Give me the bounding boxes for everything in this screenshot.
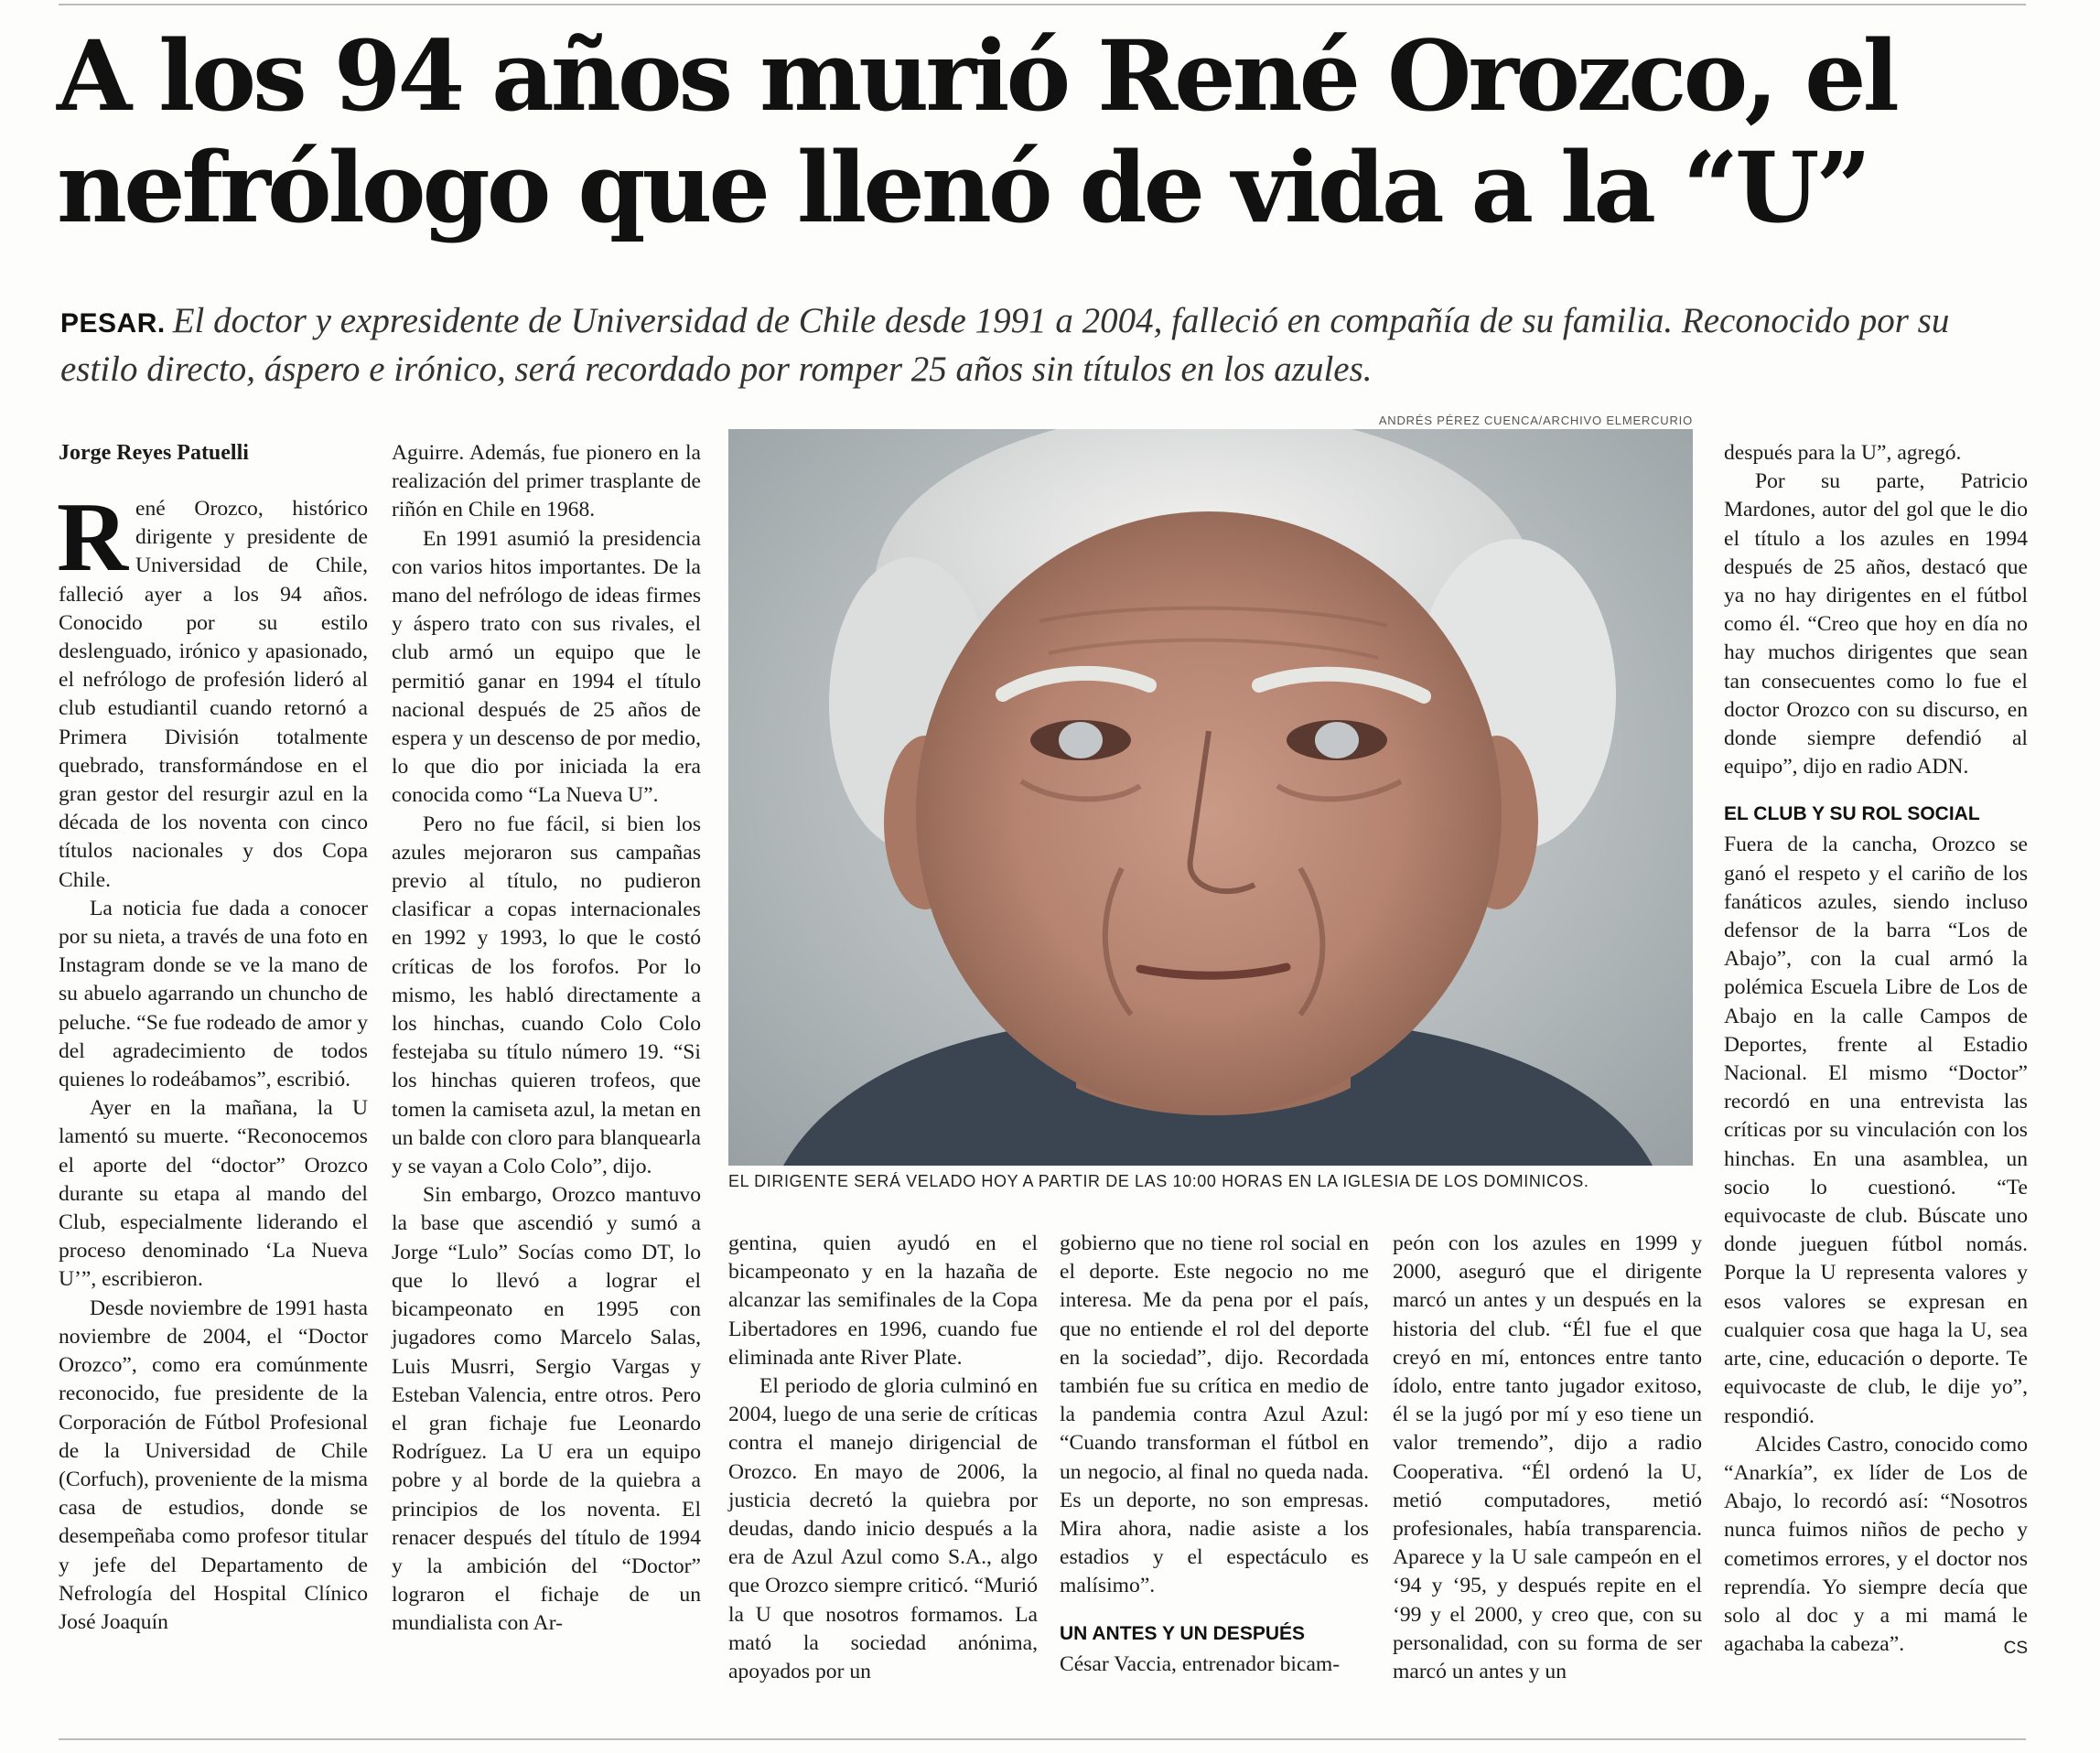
dropcap: R: [57, 483, 128, 592]
paragraph: [1724, 1431, 2028, 1660]
paragraph: César Vaccia, entrenador bicam-: [1060, 1651, 1341, 1676]
paragraph: El periodo de gloria culminó en 2004, luego de una serie de críticas contra el manejo dirigencial de Orozco. En mayo de 2006, la justicia decretó la quiebra por deudas, dando inicio después a la era de Azul Azul como S.A., algo que Orozco siempre criticó. “Murió la U que nosotros formamos. La mató la sociedad anónima, apoyados por un: [728, 1374, 1038, 1684]
top-rule: [59, 4, 2026, 5]
paragraph: En 1991 asumió la presidencia con varios hitos importantes. De la mano del nefrólogo de ideas firmes y áspero trato con sus rivales, el club armó un equipo que le permitió ganar en 1994 el título nacional después de 25 años de espera y un descenso de por medio, lo que dio por iniciada la era conocida como “La Nueva U”.: [392, 526, 701, 808]
column-6: [1724, 439, 2028, 1662]
byline: Jorge Reyes Patuelli: [59, 441, 249, 465]
bottom-rule: [59, 1738, 2026, 1740]
subhead: UN ANTES Y UN DESPUÉS: [1060, 1622, 1306, 1644]
photo-credit: ANDRÉS PÉREZ CUENCA/ARCHIVO ELMERCURIO: [1378, 414, 1693, 427]
photo-caption: EL DIRIGENTE SERÁ VELADO HOY A PARTIR DE LAS 10:00 HORAS EN LA IGLESIA DE LOS DOMINICOS.: [728, 1172, 1589, 1190]
paragraph: gentina, quien ayudó en el bicampeonato y en la hazaña de alcanzar las semifinales de la Copa Libertadores en 1996, cuando fue eliminada ante River Plate.: [728, 1231, 1038, 1370]
column-4: [1060, 1230, 1369, 1679]
column-2: [392, 439, 701, 1639]
paragraph-text: Alcides Castro, conocido como “Anarkía”, ex líder de Los de Abajo, lo recordó así: “Nosotros nunca fuimos niños de pecho y cometimos errores, y el doctor nos reprendía. Yo siempre decía que solo al doc y a mi mamá le agachaba la cabeza”.: [1724, 1432, 2028, 1657]
headline: A los 94 años murió René Orozco, el nefrólogo que llenó de vida a la “U”: [57, 18, 1896, 244]
paragraph: después para la U”, agregó.: [1724, 441, 1962, 465]
end-mark: CS: [2003, 1639, 2028, 1659]
subhead: EL CLUB Y SU ROL SOCIAL: [1724, 803, 1980, 825]
paragraph-text: ené Orozco, histórico dirigente y presidente de Universidad de Chile, falleció ayer a los 94 años. Conocido por su estilo deslenguado, irónico y apasionado, el nefrólogo de profesión lideró al club estudiantil cuando retornó a Primera División totalmente quebrado, transformándose en el gran gestor del resurgir azul en la década de los noventa con cinco títulos nacionales y dos Copa Chile.: [59, 497, 368, 892]
kicker: PESAR.: [60, 308, 166, 339]
paragraph: Pero no fue fácil, si bien los azules mejoraron sus campañas previo al título, no pudieron clasificar a copas internacionales en 1992 y 1993, lo que le costó críticas de los forofos. Por lo mismo, les habló directamente a los hinchas, cuando Colo Colo festejaba su título número 19. “Si los hinchas quieren trofeos, que tomen la camiseta azul, la metan en un balde con cloro para blanquearla y se vayan a Colo Colo”, dijo.: [392, 812, 701, 1179]
deck-text: El doctor y expresidente de Universidad de Chile desde 1991 a 2004, falleció en compañía de su familia. Reconocido por su estilo directo, áspero e irónico, será recordado por romper 25 años sin títulos en los azules.: [60, 301, 1950, 389]
paragraph: Sin embargo, Orozco mantuvo la base que ascendió y sumó a Jorge “Lulo” Socías como DT, lo que lo llevó a lograr el bicampeonato en 1995 con jugadores como Marcelo Salas, Luis Musrri, Sergio Vargas y Esteban Valencia, entre otros. Pero el gran fichaje fue Leonardo Rodríguez. La U era un equipo pobre y al borde de la quiebra a principios de los noventa. El renacer después del título de 1994 y la ambición del “Doctor” lograron el fichaje de un mundialista con Ar-: [392, 1183, 701, 1636]
paragraph: Desde noviembre de 1991 hasta noviembre de 2004, el “Doctor Orozco”, como era comúnmente reconocido, fue presidente de la Corporación de Fútbol Profesional de la Universidad de Chile (Corfuch), proveniente de la misma casa de estudios, donde se desempeñaba como profesor titular y jefe del Departamento de Nefrología del Hospital Clínico José Joaquín: [59, 1296, 368, 1634]
column-5: [1393, 1230, 1702, 1686]
deck: [60, 298, 2028, 393]
column-3: [728, 1230, 1038, 1686]
paragraph: Ayer en la mañana, la U lamentó su muerte. “Reconocemos el aporte del “doctor” Orozco durante su etapa al mando del Club, especialmente liderando el proceso denominado ‘La Nueva U’”, escribieron.: [59, 1096, 368, 1292]
paragraph: [57, 483, 368, 895]
portrait-photo: [728, 429, 1693, 1166]
portrait-illustration: [728, 429, 1693, 1166]
paragraph: Aguirre. Además, fue pionero en la realización del primer trasplante de riñón en Chile en 1968.: [392, 441, 701, 522]
paragraph: gobierno que no tiene rol social en el deporte. Este negocio no me interesa. Me da pena por el país, que no entiende el rol del deporte en la sociedad”, dijo. Recordada también fue su crítica en medio de la pandemia contra Azul Azul: “Cuando transforman el fútbol en un negocio, al final no queda nada. Es un deporte, no son empresas. Mira ahora, nadie asiste a los estadios y el espectáculo es malísimo”.: [1060, 1231, 1369, 1598]
paragraph: La noticia fue dada a conocer por su nieta, a través de una foto en Instagram donde se ve la mano de su abuelo agarrando un chuncho de peluche. “Se fue rodeado de amor y del agradecimiento de todos quienes lo rodeábamos”, escribió.: [59, 896, 368, 1092]
paragraph: Fuera de la cancha, Orozco se ganó el respeto y el cariño de los fanáticos azules, siendo incluso defensor de la barra “Los de Abajo”, con la cual armó la polémica Escuela Libre de Los de Abajo en la calle Campos de Deportes, frente al Estadio Nacional. El mismo “Doctor” recordó en una entrevista las críticas por su vinculación con los hinchas. En una asamblea, un socio lo cuestionó. “Te equivocaste de club. Búscate uno donde jueguen fútbol nomás. Porque la U representa valores y esos valores se expresan en cualquier cosa que haga la U, sea arte, cine, educación o deporte. Te equivocaste de club, le dije yo”, respondió.: [1724, 833, 2028, 1428]
column-1: [59, 439, 368, 1637]
paragraph: peón con los azules en 1999 y 2000, aseguró que el dirigente marcó un antes y un después en la historia del club. “Él fue el que creyó en mí, entonces entre tanto ídolo, entre tanto jugador exitoso, él se la jugó por mí y eso tiene un valor tremendo”, dijo a radio Cooperativa. “Él ordenó la U, metió computadores, metió profesionales, había transparencia. Aparece y la U sale campeón en el ‘94 y ‘95, y después repite en el ‘99 y el 2000, y creo que, con su personalidad, con su forma de ser marcó un antes y un: [1393, 1231, 1702, 1684]
paragraph: Por su parte, Patricio Mardones, autor del gol que le dio el título a los azules en 1994 después de 25 años, destacó que ya no hay dirigentes en el fútbol como él. “Creo que hoy en día no hay muchos dirigentes que sean tan consecuentes como lo fue el doctor Orozco con su discurso, en donde siempre defendió al equipo”, dijo en radio ADN.: [1724, 469, 2028, 780]
